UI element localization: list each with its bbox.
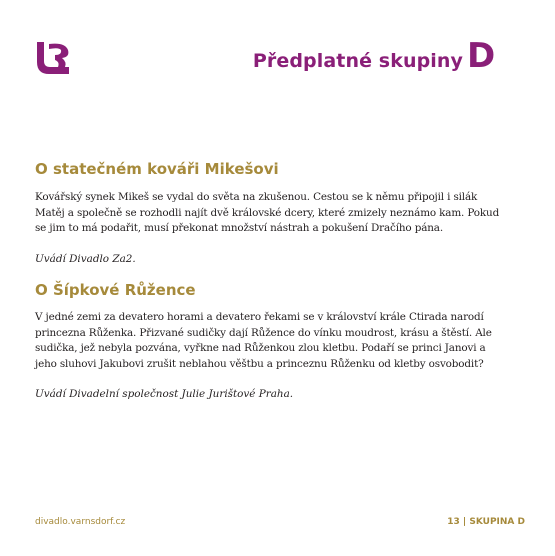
section-heading: O statečném kováři Mikešovi <box>35 160 279 178</box>
page-title: Předplatné skupiny <box>252 50 463 72</box>
section-credit: Uvádí Divadlo Za2. <box>35 252 136 265</box>
section-mikes <box>35 160 500 265</box>
theatre-logo-icon <box>35 40 73 76</box>
section-ruzenka <box>35 281 500 400</box>
footer-website[interactable]: divadlo.varnsdorf.cz <box>35 517 126 527</box>
section-body: Kovářský synek Mikeš se vydal do světa na zkušenou. Cestou se k němu připojil i silák Matěj a společně se rozhodli najít dvě královské dcery, které zmizely neznámo kam. Pokud se jim to má podařit, musí překonat množství nástrah a pokušení Dračího pána. <box>35 191 500 234</box>
footer-page-number: 13 | SKUPINA D <box>447 517 525 527</box>
section-credit: Uvádí Divadelní společnost Julie Jurištové Praha. <box>35 388 294 400</box>
section-body: V jedné zemi za devatero horami a devatero řekami se v království krále Ctirada narodí princezna Růženka. Přizvané sudičky dají Růžence do vínku moudrost, krásu a štěstí. Ale sudička, jež nebyla pozvána, vyřkne nad Růženkou zlou kletbu. Podaří se princi Janovi a jeho sluhovi Jakubovi zrušit neblahou věštbu a princeznu Růženku od kletby osvobodit? <box>35 311 492 370</box>
group-letter: D <box>467 36 496 76</box>
section-heading: O Šípkové Růžence <box>35 281 196 299</box>
